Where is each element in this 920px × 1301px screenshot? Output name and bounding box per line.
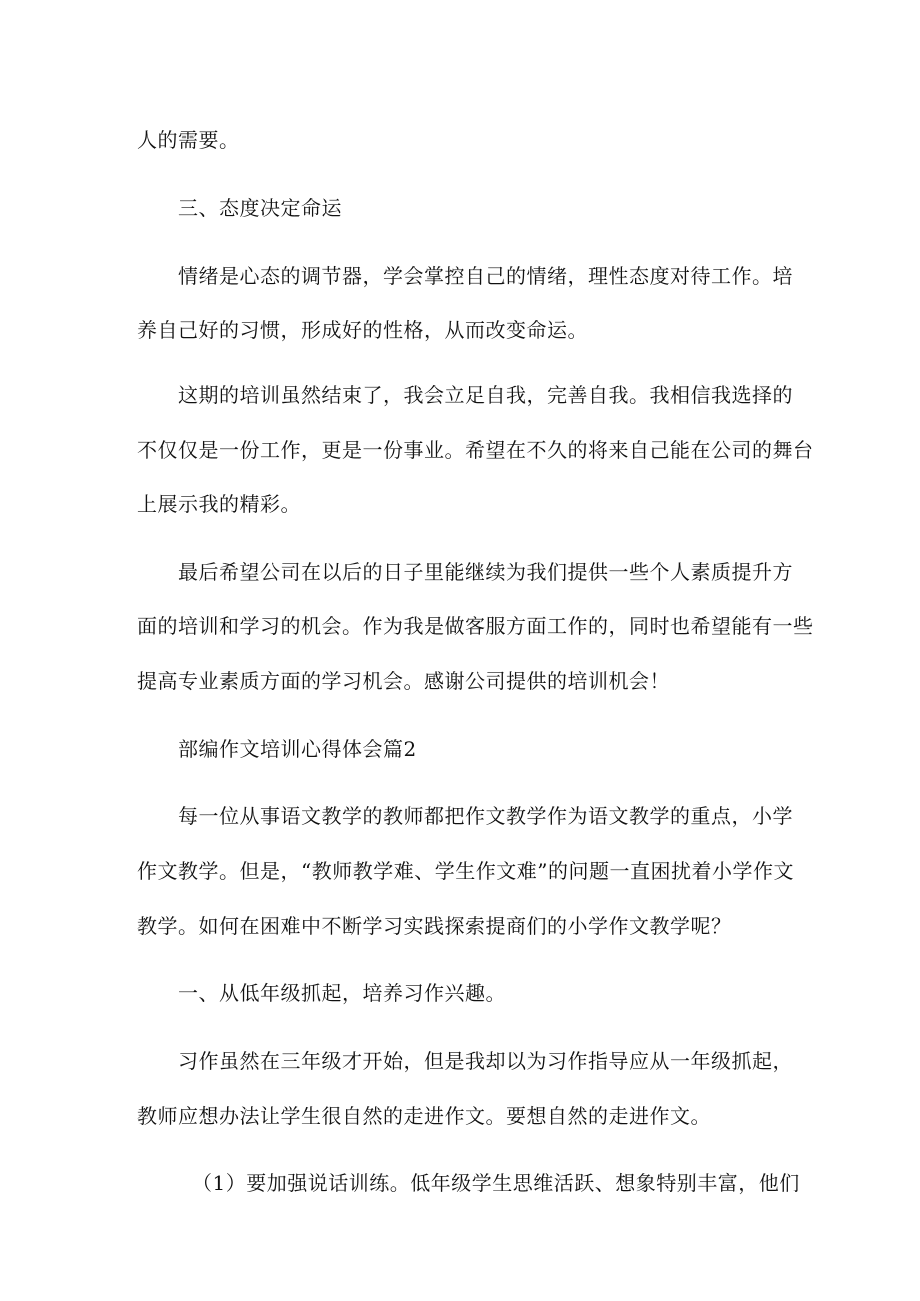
section-heading: 一、从低年级抓起，培养习作兴趣。 <box>178 981 506 1005</box>
text-line: （1）要加强说话训练。低年级学生思维活跃、想象特别丰富，他们 <box>192 1171 800 1195</box>
text-line: 教师应想办法让学生很自然的走进作文。要想自然的走进作文。 <box>137 1104 711 1128</box>
text-line: 不仅仅是一份工作，更是一份事业。希望在不久的将来自己能在公司的舞台 <box>137 438 814 462</box>
section-heading: 三、态度决定命运 <box>178 196 342 220</box>
text-line: 人的需要。 <box>137 128 240 152</box>
text-line: 面的培训和学习的机会。作为我是做客服方面工作的，同时也希望能有一些 <box>137 614 814 638</box>
text-line: 习作虽然在三年级才开始，但是我却以为习作指导应从一年级抓起， <box>178 1049 793 1073</box>
text-line: 教学。如何在困难中不断学习实践探索提商们的小学作文教学呢？ <box>137 914 732 938</box>
text-line: 上展示我的精彩。 <box>137 492 301 516</box>
text-line: 每一位从事语文教学的教师都把作文教学作为语文教学的重点，小学 <box>178 804 793 828</box>
article-title: 部编作文培训心得体会篇2 <box>178 737 417 761</box>
text-line: 最后希望公司在以后的日子里能继续为我们提供一些个人素质提升方 <box>178 560 793 584</box>
text-line: 作文教学。但是，“教师教学难、学生作文难”的问题一直困扰着小学作文 <box>137 859 794 883</box>
text-line: 这期的培训虽然结束了，我会立足自我，完善自我。我相信我选择的 <box>178 383 793 407</box>
text-line: 情绪是心态的调节器，学会掌控自己的情绪，理性态度对待工作。培 <box>178 264 793 288</box>
text-line: 提高专业素质方面的学习机会。感谢公司提供的培训机会！ <box>137 669 670 693</box>
text-line: 养自己好的习惯，形成好的性格，从而改变命运。 <box>137 318 588 342</box>
